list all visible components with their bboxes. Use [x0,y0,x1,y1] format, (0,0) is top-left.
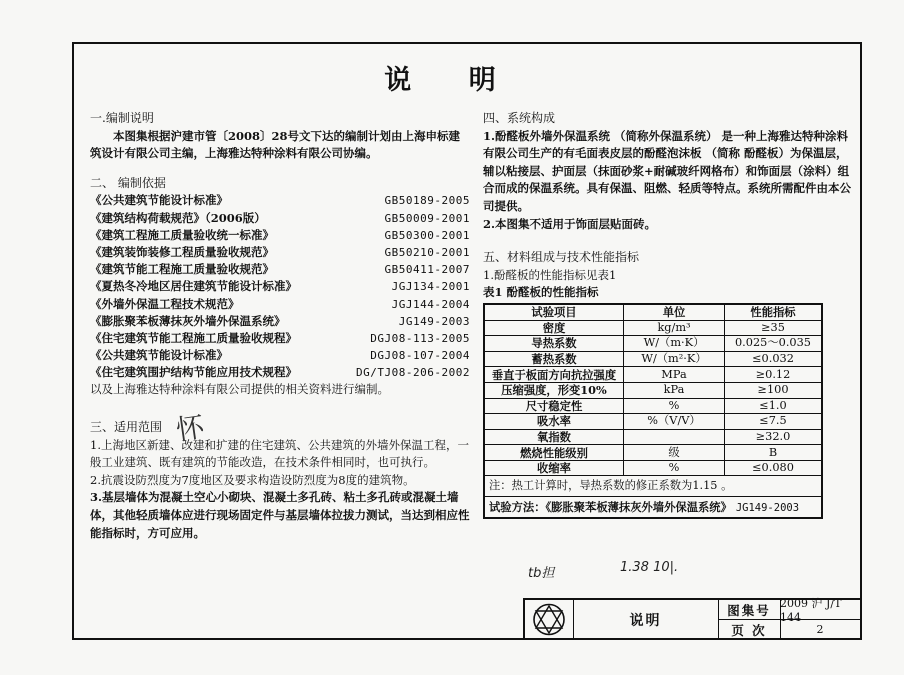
test-item-cell: 压缩强度，形变10% [484,382,624,398]
standard-name: 《夏热冬冷地区居住建筑节能设计标准》 [90,279,297,294]
standard-item [90,227,470,244]
standard-name: 《外墙外保温工程技术规范》 [90,296,240,311]
standard-name: 《建筑装饰装修工程质量验收规范》 [90,244,274,259]
standard-code: DG/TJ08-206-2002 [356,366,470,380]
test-item-cell: 密度 [484,320,624,336]
standard-item [90,313,470,330]
standard-item [90,244,470,261]
index-cell: ≤0.080 [725,460,823,476]
standard-code: DGJ08-113-2005 [370,331,470,345]
standard-item [90,296,470,313]
test-item-cell: 导热系数 [484,336,624,352]
standard-item [90,261,470,278]
page-title: 说 明 [384,65,520,96]
test-method-label: 试验方法：《膨胀聚苯板薄抹灰外墙外保温系统》 [489,499,732,514]
standard-name: 《公共建筑节能设计标准》 [90,348,228,363]
standard-item [90,347,470,364]
standard-code: GB50210-2001 [384,245,470,259]
index-cell: ≥0.12 [725,367,823,383]
unit-cell: % [624,398,725,414]
standard-code: GB50009-2001 [384,211,470,225]
table-row [484,414,822,430]
standard-code: JGJ134-2001 [391,280,470,294]
standard-item [90,364,470,381]
index-cell: ≥32.0 [725,429,823,445]
standard-name: 《建筑结构荷载规范》（2006版） [90,210,266,225]
standard-name: 《建筑工程施工质量验收统一标准》 [90,227,274,242]
header-test-item: 试验项目 [484,304,624,320]
index-cell: ≤1.0 [725,398,823,414]
table-row [484,460,822,476]
unit-cell: W/（m²·K） [624,351,725,367]
table-row [484,351,822,367]
test-item-cell: 蓄热系数 [484,351,624,367]
standard-name: 《膨胀聚苯板薄抹灰外墙外保温系统》 [90,313,286,328]
unit-cell: kg/m³ [624,320,725,336]
table-row [484,382,822,398]
atlas-number-label: 图集号 [718,600,781,620]
standard-name: 《住宅建筑围护结构节能应用技术规程》 [90,365,297,380]
standard-item [90,210,470,227]
index-cell: ≤7.5 [725,414,823,430]
standard-code: GB50189-2005 [384,194,470,208]
table-row [484,336,822,352]
test-item-cell: 垂直于板面方向抗拉强度 [484,367,624,383]
index-cell: 0.025～0.035 [725,336,823,352]
standard-code: GB50300-2001 [384,228,470,242]
drawing-name: 说明 [573,600,719,639]
standard-item [90,192,470,209]
test-item-cell: 尺寸稳定性 [484,398,624,414]
standard-code: GB50411-2007 [384,263,470,277]
page-number-label: 页 次 [718,620,781,639]
scope-item-2: 2.抗震设防烈度为7度地区及要求构造设防烈度为8度的建筑物。 [90,472,415,487]
header-unit: 单位 [624,304,725,320]
right-column [483,108,853,519]
table-row [484,367,822,383]
test-item-cell: 收缩率 [484,460,624,476]
scope-item-1: 1.上海地区新建、改建和扩建的住宅建筑、公共建筑的外墙外保温工程，一般工业建筑、既有建筑的节能改造，在技术条件相同时，也可执行。 [90,437,469,470]
unit-cell: kPa [624,382,725,398]
handwritten-mark: 怀 [174,410,207,447]
unit-cell: %（V/V） [624,414,725,430]
system-item-1: 1.酚醛板外墙外保温系统 （简称外保温系统） 是一种上海雅达特种涂料有限公司生产的有毛面表皮层的酚醛泡沫板 （简称 酚醛板）为保温层，辅以粘接层、护面层（抹面砂浆+耐碱玻纤网格布）和饰面层（涂料）组合而成的保温系统。具有保温、阻燃、轻质等特点。系统所需配件由本公司提供。 [483,128,851,213]
standards-footer: 以及上海雅达特种涂料有限公司提供的相关资料进行编制。 [90,382,389,397]
system-item-2: 2.本图集不适用于饰面层贴面砖。 [483,216,657,231]
standard-item [90,278,470,295]
performance-table [483,303,823,520]
page-number-value: 2 [816,623,824,636]
section-4-heading: 四、系统构成 [483,111,556,125]
table-row [484,320,822,336]
standard-item [90,330,470,347]
unit-cell: MPa [624,367,725,383]
section-2-heading: 二、 编制依据 [90,175,166,190]
unit-cell: W/（m·K） [624,336,725,352]
handwritten-note: 1.38 10|. [620,560,679,575]
index-cell: ≤0.032 [725,351,823,367]
material-intro: 1.酚醛板的性能指标见表1 [483,267,617,282]
standard-name: 《建筑节能工程施工质量验收规范》 [90,262,274,277]
test-method-code: JG149-2003 [735,501,800,514]
unit-cell: % [624,460,725,476]
test-item-cell: 燃烧性能级别 [484,445,624,461]
section-5-heading: 五、材料组成与技术性能指标 [483,250,640,265]
handwritten-signature: tb担 [528,566,555,581]
standard-code: DGJ08-107-2004 [370,349,470,363]
table-header-row [484,304,822,320]
standard-name: 《住宅建筑节能工程施工质量验收规程》 [90,330,297,345]
section-1-heading: 一.编制说明 [90,111,154,125]
standard-code: JG149-2003 [398,314,470,328]
publisher-logo-icon [525,600,574,639]
test-item-cell: 氧指数 [484,429,624,445]
scope-item-3: 3.基层墙体为混凝土空心小砌块、混凝土多孔砖、粘土多孔砖或混凝土墙体，其他轻质墙体应进行现场固定件与基层墙体拉拔力测试，当达到相应性能指标时，方可应用。 [90,490,470,540]
table-note-row [484,476,822,497]
title-block [523,598,860,639]
index-cell: ≥100 [725,382,823,398]
unit-cell: 级 [624,445,725,461]
index-cell: ≥35 [725,320,823,336]
table-row [484,398,822,414]
table-row [484,429,822,445]
table-row [484,445,822,461]
table-method-row [484,497,822,519]
atlas-number-value: 2009 沪 J/T 144 [780,600,860,620]
test-item-cell: 吸水率 [484,414,624,430]
header-index: 性能指标 [725,304,823,320]
standards-list [90,192,470,381]
standard-code: JGJ144-2004 [391,297,470,311]
section-3-heading: 三、适用范围 [90,420,163,435]
test-method [484,497,822,519]
unit-cell [624,429,725,445]
table-note: 注：热工计算时，导热系数的修正系数为1.15 。 [484,476,822,497]
table-caption: 表1 酚醛板的性能指标 [483,285,599,300]
standard-name: 《公共建筑节能设计标准》 [90,193,228,208]
left-column [90,108,470,542]
index-cell: B [725,445,823,461]
section-1-body: 本图集根据沪建市管〔2008〕28号文下达的编制计划由上海申标建筑设计有限公司主编，上海雅达特种涂料有限公司协编。 [90,128,461,161]
